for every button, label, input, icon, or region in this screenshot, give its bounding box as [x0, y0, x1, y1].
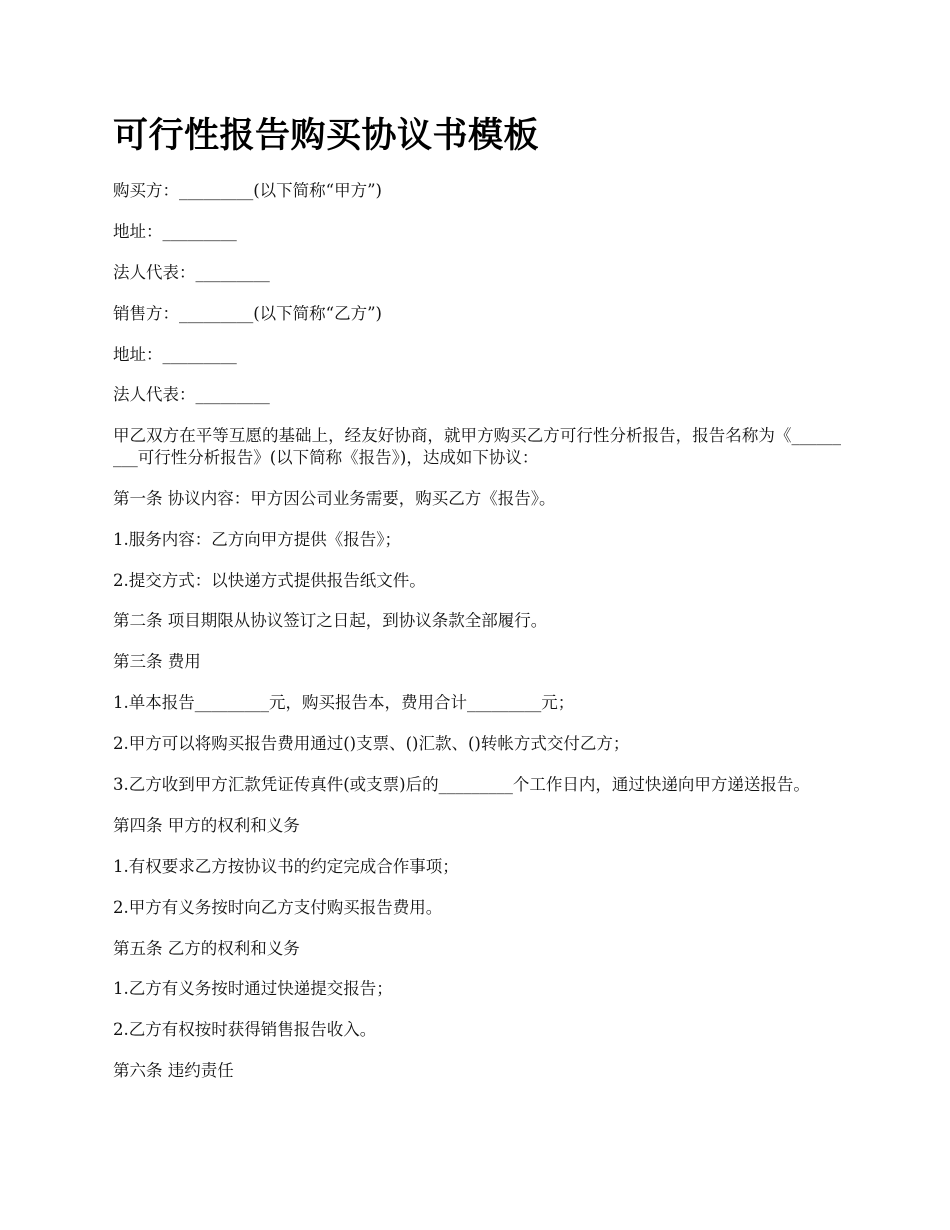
article-3-item-3: 3.乙方收到甲方汇款凭证传真件(或支票)后的_________个工作日内，通过快递向甲方递送报告。	[113, 774, 810, 794]
article-5-heading: 第五条 乙方的权利和义务	[113, 938, 300, 958]
article-1-item-1: 1.服务内容：乙方向甲方提供《报告》；	[113, 529, 401, 549]
buyer-legal-rep-line: 法人代表：_________	[113, 262, 270, 282]
article-3-item-1: 1.单本报告_________元，购买报告本，费用合计_________元；	[113, 693, 575, 713]
seller-line: 销售方：_________(以下简称“乙方”)	[113, 303, 382, 323]
article-1-item-2: 2.提交方式：以快递方式提供报告纸文件。	[113, 570, 426, 590]
document-title: 可行性报告购买协议书模板	[113, 116, 540, 156]
article-5-item-1: 1.乙方有义务按时通过快递提交报告；	[113, 979, 393, 999]
article-4-item-2: 2.甲方有义务按时向乙方支付购买报告费用。	[113, 897, 443, 917]
article-2-heading: 第二条 项目期限从协议签订之日起，到协议条款全部履行。	[113, 611, 548, 631]
preamble-paragraph: 甲乙双方在平等互愿的基础上，经友好协商，就甲方购买乙方可行性分析报告，报告名称为《_________可行性分析报告》(以下简称《报告》)，达成如下协议：	[113, 426, 841, 467]
buyer-address-line: 地址：_________	[113, 221, 237, 241]
article-4-heading: 第四条 甲方的权利和义务	[113, 815, 300, 835]
buyer-line: 购买方：_________(以下简称“甲方”)	[113, 181, 382, 200]
article-5-item-2: 2.乙方有权按时获得销售报告收入。	[113, 1020, 377, 1040]
article-6-heading: 第六条 违约责任	[113, 1061, 234, 1081]
article-3-item-2: 2.甲方可以将购买报告费用通过()支票、()汇款、()转帐方式交付乙方；	[113, 734, 630, 754]
seller-address-line: 地址：_________	[113, 344, 237, 364]
seller-legal-rep-line: 法人代表：_________	[113, 385, 270, 405]
document-body	[113, 180, 841, 1101]
article-3-heading: 第三条 费用	[113, 652, 201, 672]
article-4-item-1: 1.有权要求乙方按协议书的约定完成合作事项；	[113, 856, 459, 876]
article-1-heading: 第一条 协议内容：甲方因公司业务需要，购买乙方《报告》。	[113, 488, 556, 508]
